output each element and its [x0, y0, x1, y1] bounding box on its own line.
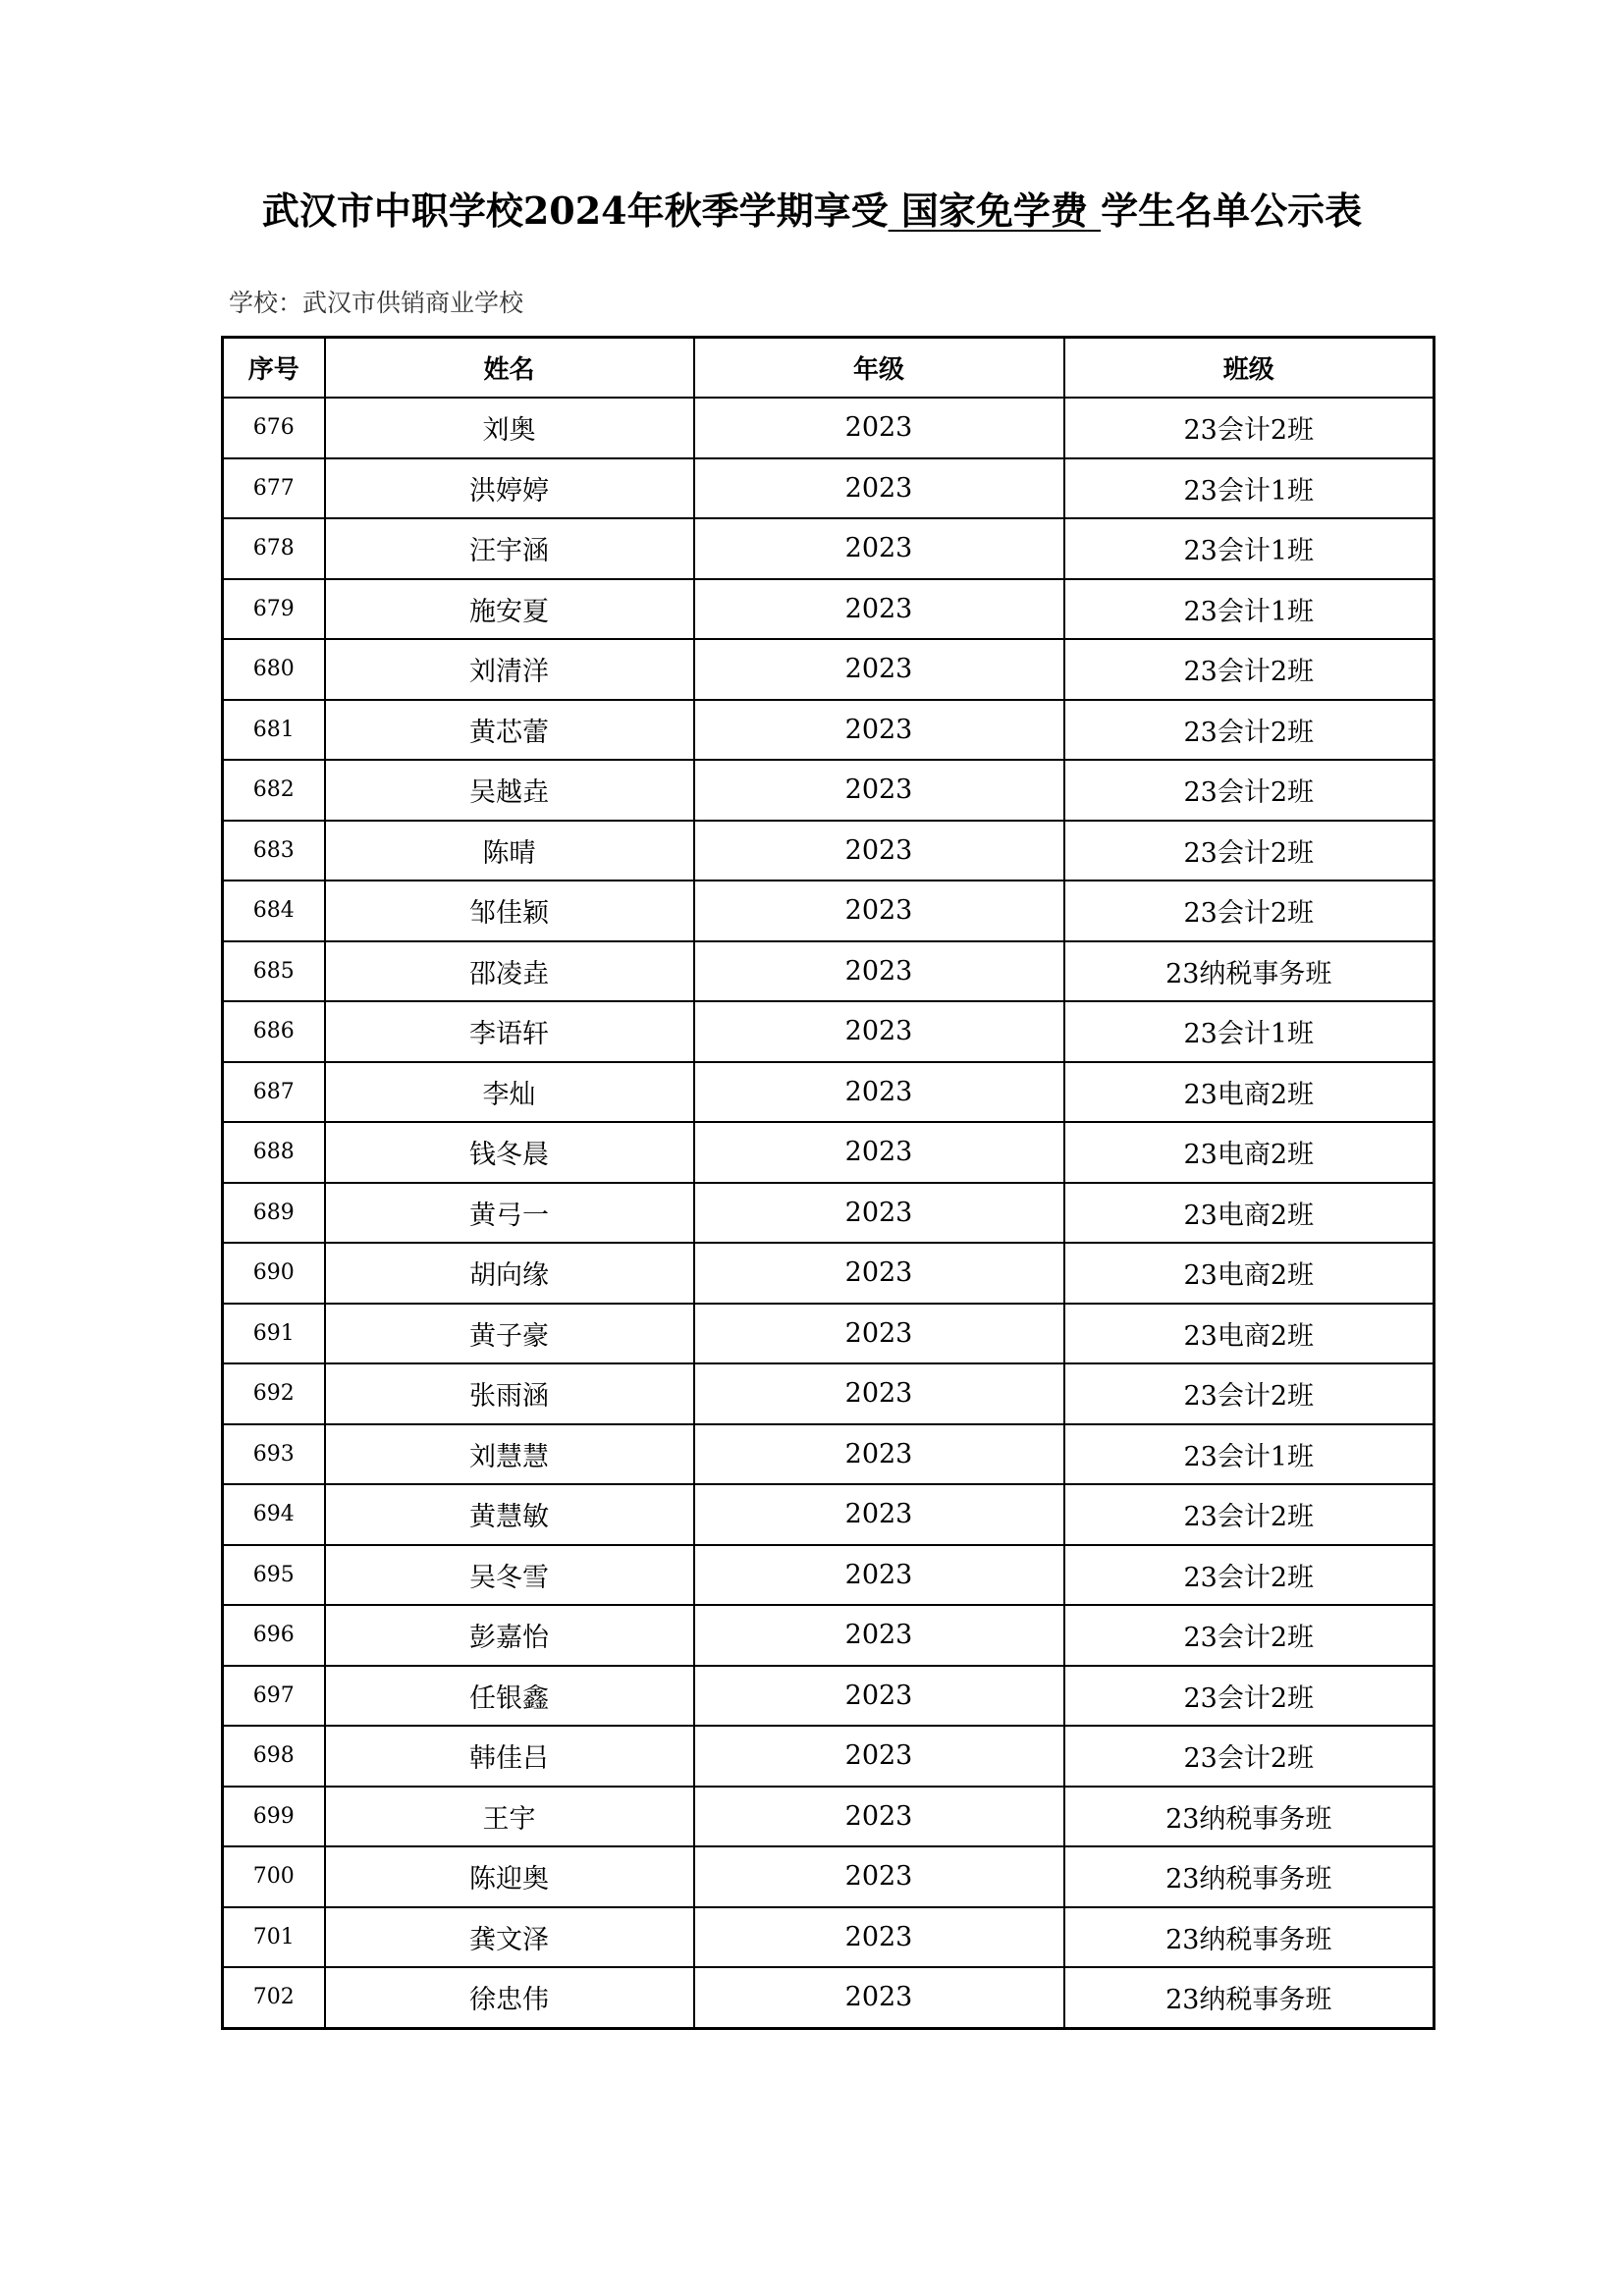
cell-name: 李语轩: [325, 1001, 694, 1062]
cell-serial-number: 701: [223, 1907, 325, 1968]
table-row: [223, 1001, 1435, 1062]
table-row: [223, 1726, 1435, 1787]
table-row: [223, 1484, 1435, 1545]
cell-name: 李灿: [325, 1062, 694, 1123]
table-row: [223, 1545, 1435, 1606]
cell-name: 钱冬晨: [325, 1122, 694, 1183]
cell-serial-number: 696: [223, 1605, 325, 1666]
cell-class: 23会计1班: [1064, 1001, 1435, 1062]
cell-name: 邵凌垚: [325, 941, 694, 1002]
cell-grade: 2023: [694, 1183, 1064, 1244]
cell-name: 黄慧敏: [325, 1484, 694, 1545]
cell-serial-number: 684: [223, 881, 325, 941]
cell-serial-number: 680: [223, 639, 325, 700]
table-row: [223, 1183, 1435, 1244]
cell-name: 黄芯蕾: [325, 700, 694, 761]
cell-serial-number: 676: [223, 398, 325, 458]
cell-grade: 2023: [694, 579, 1064, 640]
cell-class: 23纳税事务班: [1064, 1967, 1435, 2028]
cell-serial-number: 689: [223, 1183, 325, 1244]
table-row: [223, 1846, 1435, 1907]
cell-class: 23会计1班: [1064, 1424, 1435, 1485]
cell-class: 23会计2班: [1064, 1605, 1435, 1666]
table-row: [223, 1122, 1435, 1183]
table-row: [223, 639, 1435, 700]
cell-serial-number: 677: [223, 458, 325, 519]
cell-name: 胡向缘: [325, 1243, 694, 1304]
cell-class: 23会计2班: [1064, 760, 1435, 821]
title-highlight-text: 国家免学费: [900, 188, 1088, 233]
table-row: [223, 1787, 1435, 1847]
table-row: [223, 1363, 1435, 1424]
cell-name: 汪宇涵: [325, 518, 694, 579]
title-prefix: 武汉市中职学校2024年秋季学期享受: [261, 188, 889, 233]
cell-serial-number: 683: [223, 821, 325, 881]
cell-grade: 2023: [694, 1304, 1064, 1364]
cell-name: 韩佳吕: [325, 1726, 694, 1787]
table-row: [223, 458, 1435, 519]
cell-serial-number: 695: [223, 1545, 325, 1606]
table-row: [223, 1243, 1435, 1304]
cell-grade: 2023: [694, 821, 1064, 881]
cell-grade: 2023: [694, 1545, 1064, 1606]
cell-serial-number: 692: [223, 1363, 325, 1424]
cell-grade: 2023: [694, 881, 1064, 941]
table-row: [223, 821, 1435, 881]
cell-serial-number: 682: [223, 760, 325, 821]
table-row: [223, 1062, 1435, 1123]
cell-grade: 2023: [694, 639, 1064, 700]
cell-grade: 2023: [694, 1967, 1064, 2028]
table-row: [223, 579, 1435, 640]
cell-class: 23纳税事务班: [1064, 941, 1435, 1002]
cell-class: 23会计1班: [1064, 518, 1435, 579]
cell-name: 王宇: [325, 1787, 694, 1847]
cell-name: 陈迎奥: [325, 1846, 694, 1907]
cell-class: 23会计1班: [1064, 458, 1435, 519]
cell-name: 施安夏: [325, 579, 694, 640]
cell-class: 23会计2班: [1064, 881, 1435, 941]
cell-name: 邹佳颖: [325, 881, 694, 941]
cell-serial-number: 700: [223, 1846, 325, 1907]
title-suffix: 学生名单公示表: [1101, 188, 1363, 233]
cell-grade: 2023: [694, 1666, 1064, 1727]
title-highlight: [889, 188, 1101, 233]
table-row: [223, 1605, 1435, 1666]
header-serial-number: 序号: [223, 338, 325, 399]
cell-class: 23会计2班: [1064, 1726, 1435, 1787]
cell-serial-number: 693: [223, 1424, 325, 1485]
cell-name: 刘奥: [325, 398, 694, 458]
cell-class: 23电商2班: [1064, 1122, 1435, 1183]
cell-serial-number: 698: [223, 1726, 325, 1787]
cell-class: 23电商2班: [1064, 1062, 1435, 1123]
cell-class: 23电商2班: [1064, 1304, 1435, 1364]
cell-grade: 2023: [694, 700, 1064, 761]
table-header-row: [223, 338, 1435, 399]
cell-grade: 2023: [694, 1484, 1064, 1545]
cell-class: 23会计2班: [1064, 1484, 1435, 1545]
page-title: [0, 187, 1624, 236]
cell-name: 吴越垚: [325, 760, 694, 821]
cell-serial-number: 697: [223, 1666, 325, 1727]
cell-grade: 2023: [694, 1001, 1064, 1062]
cell-class: 23纳税事务班: [1064, 1907, 1435, 1968]
cell-grade: 2023: [694, 1726, 1064, 1787]
cell-class: 23电商2班: [1064, 1243, 1435, 1304]
cell-serial-number: 686: [223, 1001, 325, 1062]
cell-name: 陈晴: [325, 821, 694, 881]
cell-class: 23会计1班: [1064, 579, 1435, 640]
cell-class: 23会计2班: [1064, 821, 1435, 881]
table-row: [223, 760, 1435, 821]
cell-serial-number: 681: [223, 700, 325, 761]
cell-name: 黄弓一: [325, 1183, 694, 1244]
cell-grade: 2023: [694, 941, 1064, 1002]
cell-grade: 2023: [694, 1363, 1064, 1424]
table-header: [223, 338, 1435, 399]
cell-grade: 2023: [694, 1122, 1064, 1183]
table-row: [223, 881, 1435, 941]
cell-serial-number: 679: [223, 579, 325, 640]
cell-name: 任银鑫: [325, 1666, 694, 1727]
cell-grade: 2023: [694, 1424, 1064, 1485]
table-row: [223, 398, 1435, 458]
cell-serial-number: 678: [223, 518, 325, 579]
table-body: [223, 398, 1435, 2028]
cell-name: 徐忠伟: [325, 1967, 694, 2028]
cell-grade: 2023: [694, 1243, 1064, 1304]
cell-grade: 2023: [694, 1787, 1064, 1847]
header-grade: 年级: [694, 338, 1064, 399]
table-row: [223, 700, 1435, 761]
cell-name: 彭嘉怡: [325, 1605, 694, 1666]
header-name: 姓名: [325, 338, 694, 399]
cell-serial-number: 690: [223, 1243, 325, 1304]
cell-name: 刘慧慧: [325, 1424, 694, 1485]
cell-class: 23纳税事务班: [1064, 1787, 1435, 1847]
cell-name: 张雨涵: [325, 1363, 694, 1424]
cell-class: 23会计2班: [1064, 1666, 1435, 1727]
cell-serial-number: 687: [223, 1062, 325, 1123]
table-row: [223, 1304, 1435, 1364]
student-roster-table: [221, 336, 1435, 2030]
cell-serial-number: 685: [223, 941, 325, 1002]
cell-grade: 2023: [694, 518, 1064, 579]
cell-class: 23会计2班: [1064, 398, 1435, 458]
cell-grade: 2023: [694, 1846, 1064, 1907]
table-row: [223, 1424, 1435, 1485]
cell-serial-number: 702: [223, 1967, 325, 2028]
cell-name: 黄子豪: [325, 1304, 694, 1364]
cell-class: 23会计2班: [1064, 639, 1435, 700]
cell-grade: 2023: [694, 398, 1064, 458]
cell-grade: 2023: [694, 1062, 1064, 1123]
table-row: [223, 1666, 1435, 1727]
cell-class: 23会计2班: [1064, 700, 1435, 761]
cell-serial-number: 694: [223, 1484, 325, 1545]
cell-serial-number: 691: [223, 1304, 325, 1364]
cell-class: 23会计2班: [1064, 1545, 1435, 1606]
table-row: [223, 1967, 1435, 2028]
cell-serial-number: 688: [223, 1122, 325, 1183]
cell-name: 吴冬雪: [325, 1545, 694, 1606]
cell-grade: 2023: [694, 1907, 1064, 1968]
cell-class: 23会计2班: [1064, 1363, 1435, 1424]
cell-grade: 2023: [694, 458, 1064, 519]
table-row: [223, 518, 1435, 579]
school-line: 学校：武汉市供销商业学校: [229, 289, 524, 317]
table-row: [223, 941, 1435, 1002]
cell-grade: 2023: [694, 760, 1064, 821]
cell-class: 23纳税事务班: [1064, 1846, 1435, 1907]
cell-class: 23电商2班: [1064, 1183, 1435, 1244]
cell-name: 刘清洋: [325, 639, 694, 700]
cell-name: 龚文泽: [325, 1907, 694, 1968]
header-class: 班级: [1064, 338, 1435, 399]
cell-name: 洪婷婷: [325, 458, 694, 519]
table-row: [223, 1907, 1435, 1968]
cell-grade: 2023: [694, 1605, 1064, 1666]
cell-serial-number: 699: [223, 1787, 325, 1847]
